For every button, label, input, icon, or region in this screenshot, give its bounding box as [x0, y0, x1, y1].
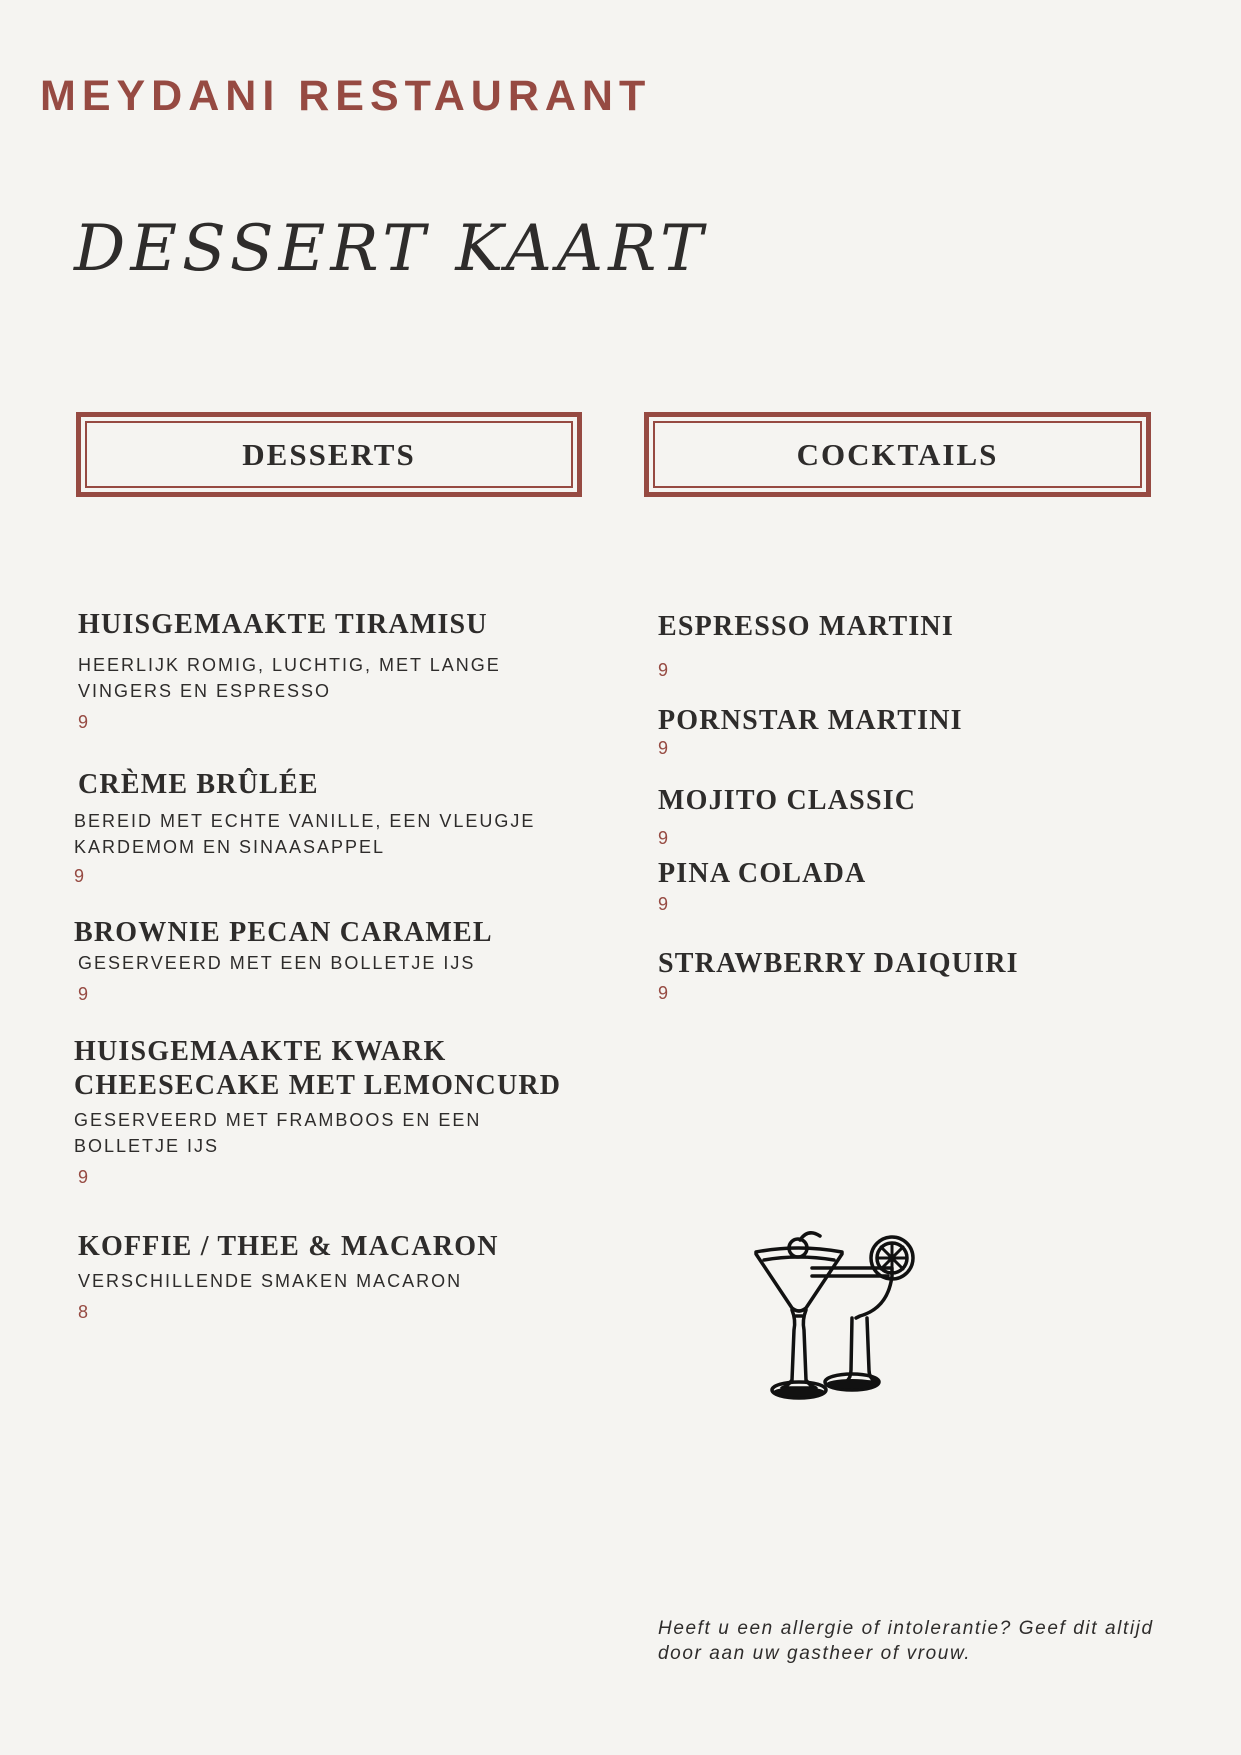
page-title: DESSERT KAART — [74, 212, 708, 286]
cocktails-section-header — [644, 412, 1151, 497]
dessert-name: CHEESECAKE MET LEMONCURD — [74, 1070, 562, 1101]
dessert-description: VERSCHILLENDE SMAKEN MACARON — [78, 1271, 463, 1291]
dessert-item — [74, 1035, 561, 1188]
cocktail-name: PORNSTAR MARTINI — [658, 705, 963, 736]
dessert-price: 9 — [78, 1167, 90, 1187]
dessert-price: 9 — [78, 712, 90, 732]
restaurant-name: MEYDANI RESTAURANT — [40, 72, 652, 120]
cocktail-name: MOJITO CLASSIC — [658, 785, 917, 816]
cocktail-price: 9 — [658, 828, 670, 848]
cocktail-name: STRAWBERRY DAIQUIRI — [658, 948, 1019, 979]
cocktail-price: 9 — [658, 894, 670, 914]
desserts-section-label: DESSERTS — [85, 421, 573, 488]
dessert-name: BROWNIE PECAN CARAMEL — [74, 917, 493, 948]
dessert-name: HUISGEMAAKTE KWARK — [74, 1036, 447, 1067]
allergy-note — [658, 1616, 1154, 1666]
dessert-name: KOFFIE / THEE & MACARON — [78, 1231, 499, 1262]
dessert-item — [78, 608, 501, 733]
cocktail-name: PINA COLADA — [658, 858, 867, 889]
cocktail-name: ESPRESSO MARTINI — [658, 611, 954, 642]
dessert-price: 9 — [74, 866, 86, 886]
dessert-description: HEERLIJK ROMIG, LUCHTIG, MET LANGE — [78, 655, 501, 675]
desserts-section-header — [76, 412, 582, 497]
dessert-description: GESERVEERD MET FRAMBOOS EN EEN — [74, 1110, 482, 1130]
dessert-item — [74, 916, 493, 1005]
dessert-item — [78, 1230, 499, 1323]
dessert-description: VINGERS EN ESPRESSO — [78, 681, 332, 701]
dessert-price: 9 — [78, 984, 90, 1004]
dessert-name: HUISGEMAAKTE TIRAMISU — [78, 609, 488, 640]
dessert-price: 8 — [78, 1302, 90, 1322]
cocktail-price: 9 — [658, 660, 670, 680]
cocktail-price: 9 — [658, 983, 670, 1003]
cocktails-section-label: COCKTAILS — [653, 421, 1142, 488]
dessert-description: KARDEMOM EN SINAASAPPEL — [74, 837, 386, 857]
dessert-description: GESERVEERD MET EEN BOLLETJE IJS — [78, 953, 476, 973]
dessert-item — [76, 768, 535, 887]
cocktail-glasses-icon — [748, 1230, 920, 1400]
dessert-description: BEREID MET ECHTE VANILLE, EEN VLEUGJE — [74, 811, 536, 831]
cocktail-price: 9 — [658, 738, 670, 758]
allergy-note-line: Heeft u een allergie of intolerantie? Geef dit altijd — [658, 1618, 1154, 1639]
dessert-description: BOLLETJE IJS — [74, 1136, 220, 1156]
allergy-note-line: door aan uw gastheer of vrouw. — [658, 1643, 972, 1664]
dessert-name: CRÈME BRÛLÉE — [78, 769, 319, 800]
